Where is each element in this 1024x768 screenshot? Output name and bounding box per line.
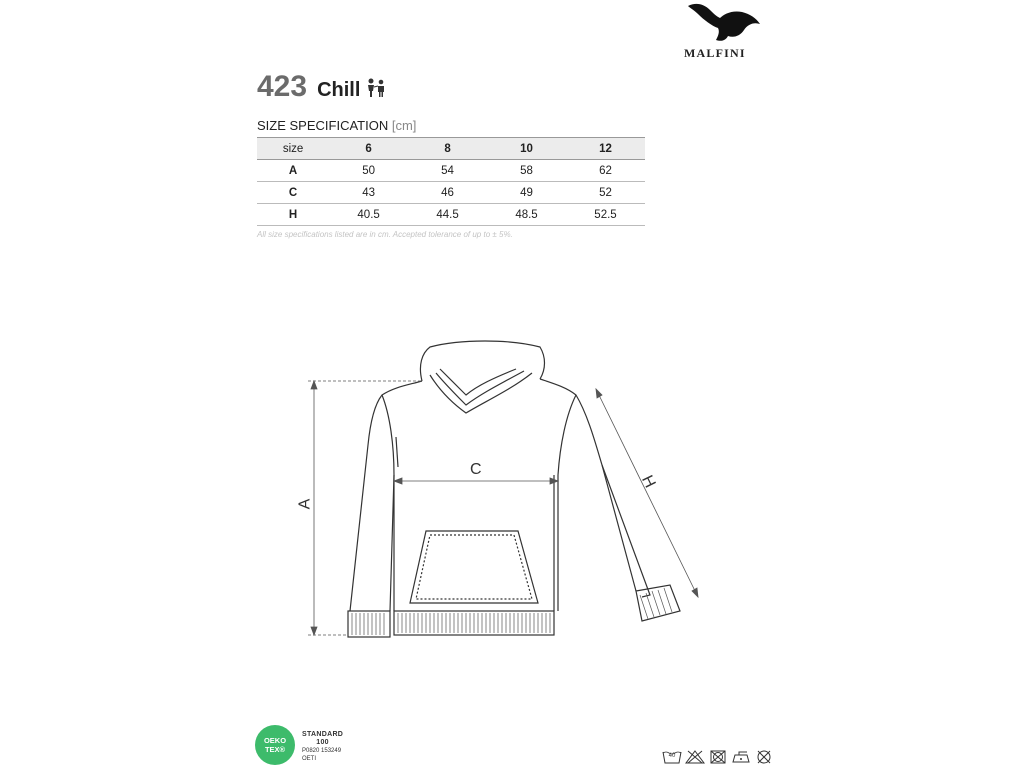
dimension-label-c: C (470, 461, 482, 478)
oeko-badge-line2: TEX® (264, 745, 286, 754)
table-cell: 44.5 (408, 204, 487, 226)
row-label: A (257, 160, 329, 182)
wash-40-icon (662, 750, 682, 764)
table-cell: 46 (408, 182, 487, 204)
tolerance-note: All size specifications listed are in cm. Accepted tolerance of up to ± 5%. (257, 230, 513, 239)
no-tumble-dry-icon (708, 750, 728, 764)
table-row (257, 204, 645, 226)
brand-name: MALFINI (684, 46, 746, 60)
brand-logo (676, 0, 786, 64)
hoodie-drawing (290, 335, 730, 645)
spec-title-text: SIZE SPECIFICATION (257, 118, 389, 133)
oeko-standard-num: 100 (316, 739, 329, 746)
oeko-institute: OETI (302, 756, 317, 762)
wash-temp: 40 (668, 753, 676, 759)
table-cell: 43 (329, 182, 408, 204)
table-cell: 62 (566, 160, 645, 182)
table-cell: 48.5 (487, 204, 566, 226)
product-name: Chill (317, 79, 361, 101)
dimension-label-h: H (638, 472, 659, 491)
size-table (257, 137, 645, 226)
product-header (257, 70, 388, 106)
oeko-tex-badge (255, 725, 295, 765)
eagle-icon (686, 0, 762, 46)
table-cell: 40.5 (329, 204, 408, 226)
row-label: C (257, 182, 329, 204)
table-cell: 49 (487, 182, 566, 204)
table-header-cell: size (257, 138, 329, 160)
table-cell: 52.5 (566, 204, 645, 226)
no-dry-clean-icon (754, 750, 774, 764)
iron-low-icon (731, 750, 751, 764)
kids-icon (366, 78, 388, 103)
spec-title (257, 118, 416, 133)
table-header-cell: 10 (487, 138, 566, 160)
table-row (257, 182, 645, 204)
oeko-code: P0820 153249 (302, 748, 342, 754)
spec-unit: [cm] (391, 118, 417, 133)
table-cell: 58 (487, 160, 566, 182)
table-header-row (257, 138, 645, 160)
product-model: 423 (257, 70, 308, 103)
care-symbols (662, 750, 774, 764)
oeko-badge-line1: OEKO (263, 736, 287, 745)
no-bleach-icon (685, 750, 705, 764)
table-header-cell: 12 (566, 138, 645, 160)
table-header-cell: 6 (329, 138, 408, 160)
table-row (257, 160, 645, 182)
hoodie-outline (290, 335, 730, 645)
oeko-standard: STANDARD (302, 731, 344, 738)
table-header-cell: 8 (408, 138, 487, 160)
row-label: H (257, 204, 329, 226)
table-cell: 52 (566, 182, 645, 204)
table-cell: 50 (329, 160, 408, 182)
oeko-tex-details (302, 731, 343, 763)
table-cell: 54 (408, 160, 487, 182)
dimension-label-a: A (296, 498, 314, 510)
